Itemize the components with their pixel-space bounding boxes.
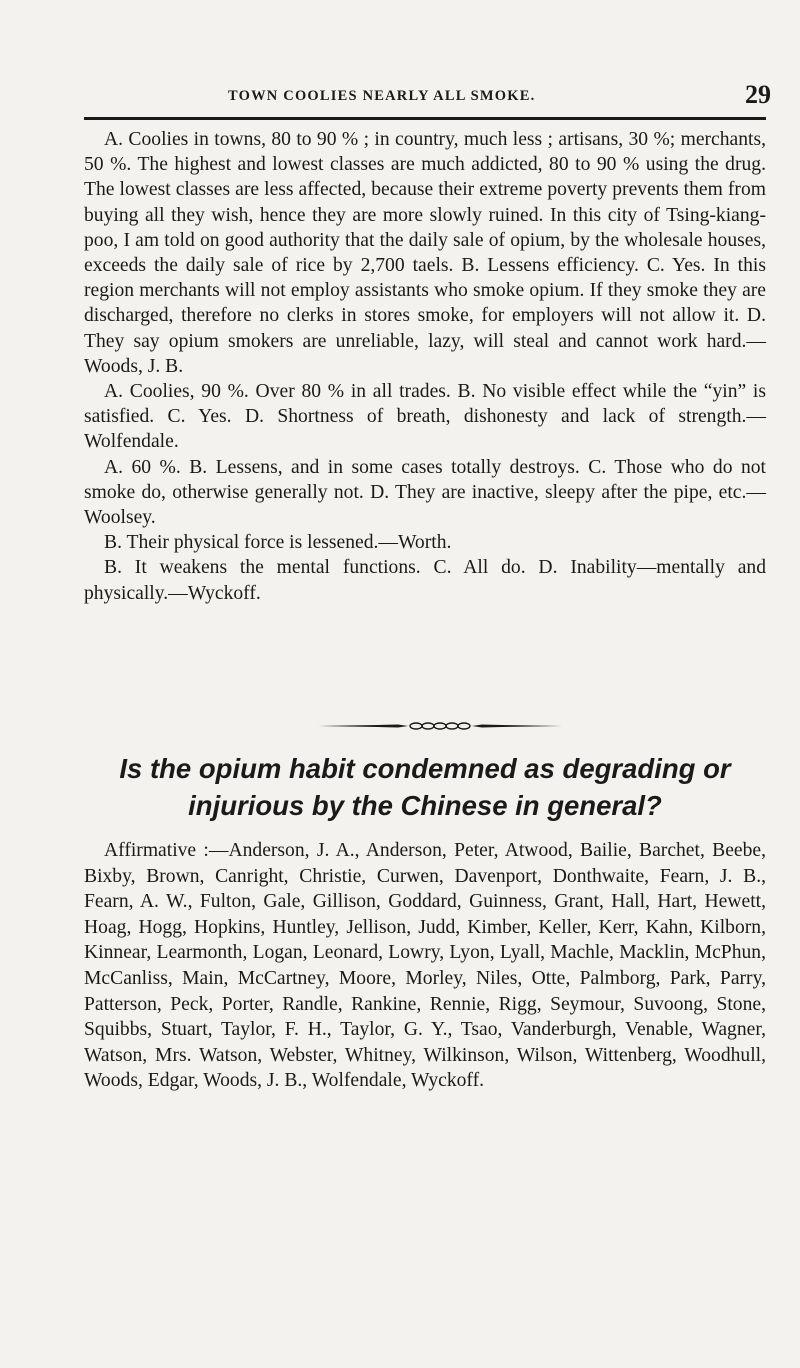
page-number: 29 <box>745 80 771 109</box>
paragraph-wyckoff: B. It weakens the mental functions. C. All do. D. Inability—mentally and physically.—Wyckoff. <box>84 557 766 604</box>
section-divider-ornament <box>318 722 562 730</box>
section-question-heading: Is the opium habit condemned as degrading or injurious by the Chinese in general? <box>119 753 731 821</box>
paragraph-woods: A. Coolies in towns, 80 to 90 % ; in country, much less ; artisans, 30 %; merchants, 50 %. The highest and lowest classes are much addicted, 80 to 90 % using the drug. The lowest classes are less affected, because their extreme poverty prevents them from buying all they wish, hence they are more slowly ruined. In this city of Tsing-kiang-poo, I am told on good authority that the daily sale of opium, by the wholesale houses, exceeds the daily sale of rice by 2,700 taels. B. Lessens efficiency. C. Yes. In this region merchants will not employ assistants who smoke opium. If they smoke they are discharged, therefore no clerks in stores smoke, for employers will not allow it. D. They say opium smokers are unreliable, lazy, will steal and cannot work hard.—Woods, J. B. <box>84 129 766 377</box>
paragraph-wolfendale: A. Coolies, 90 %. Over 80 % in all trades. B. No visible effect while the “yin” is satisfied. C. Yes. D. Shortness of breath, dishonesty and lack of strength.—Wolfendale. <box>84 381 766 453</box>
header-rule <box>84 117 766 120</box>
body-text <box>84 127 766 606</box>
paragraph-woolsey: A. 60 %. B. Lessens, and in some cases totally destroys. C. Those who do not smoke do, otherwise generally not. D. They are inactive, sleepy after the pipe, etc.—Woolsey. <box>84 456 766 529</box>
paragraph-worth: B. Their physical force is lessened.—Worth. <box>104 532 452 554</box>
answer-list <box>84 838 766 1094</box>
running-head: TOWN COOLIES NEARLY ALL SMOKE. <box>228 88 536 104</box>
affirmative-respondents: Affirmative :—Anderson, J. A., Anderson, Peter, Atwood, Bailie, Barchet, Beebe, Bixby, Brown, Canright, Christie, Curwen, Davenport, Donthwaite, Fearn, J. B., Fearn, A. W., Fulton, Gale, Gillison, Goddard, Guinness, Grant, Hall, Hart, Hewett, Hoag, Hogg, Hopkins, Huntley, Jellison, Judd, Kimber, Keller, Kerr, Kahn, Kilborn, Kinnear, Learmonth, Logan, Leonard, Lowry, Lyon, Lyall, Machle, Macklin, McPhun, McCanliss, Main, McCartney, Moore, Morley, Niles, Otte, Palmborg, Park, Parry, Patterson, Peck, Porter, Randle, Rankine, Rennie, Rigg, Seymour, Suvoong, Stone, Squibbs, Stuart, Taylor, F. H., Taylor, G. Y., Tsao, Vanderburgh, Venable, Wagner, Watson, Mrs. Watson, Webster, Whitney, Wilkinson, Wilson, Wittenberg, Woodhull, Woods, Edgar, Woods, J. B., Wolfendale, Wyckoff. <box>84 840 766 1092</box>
